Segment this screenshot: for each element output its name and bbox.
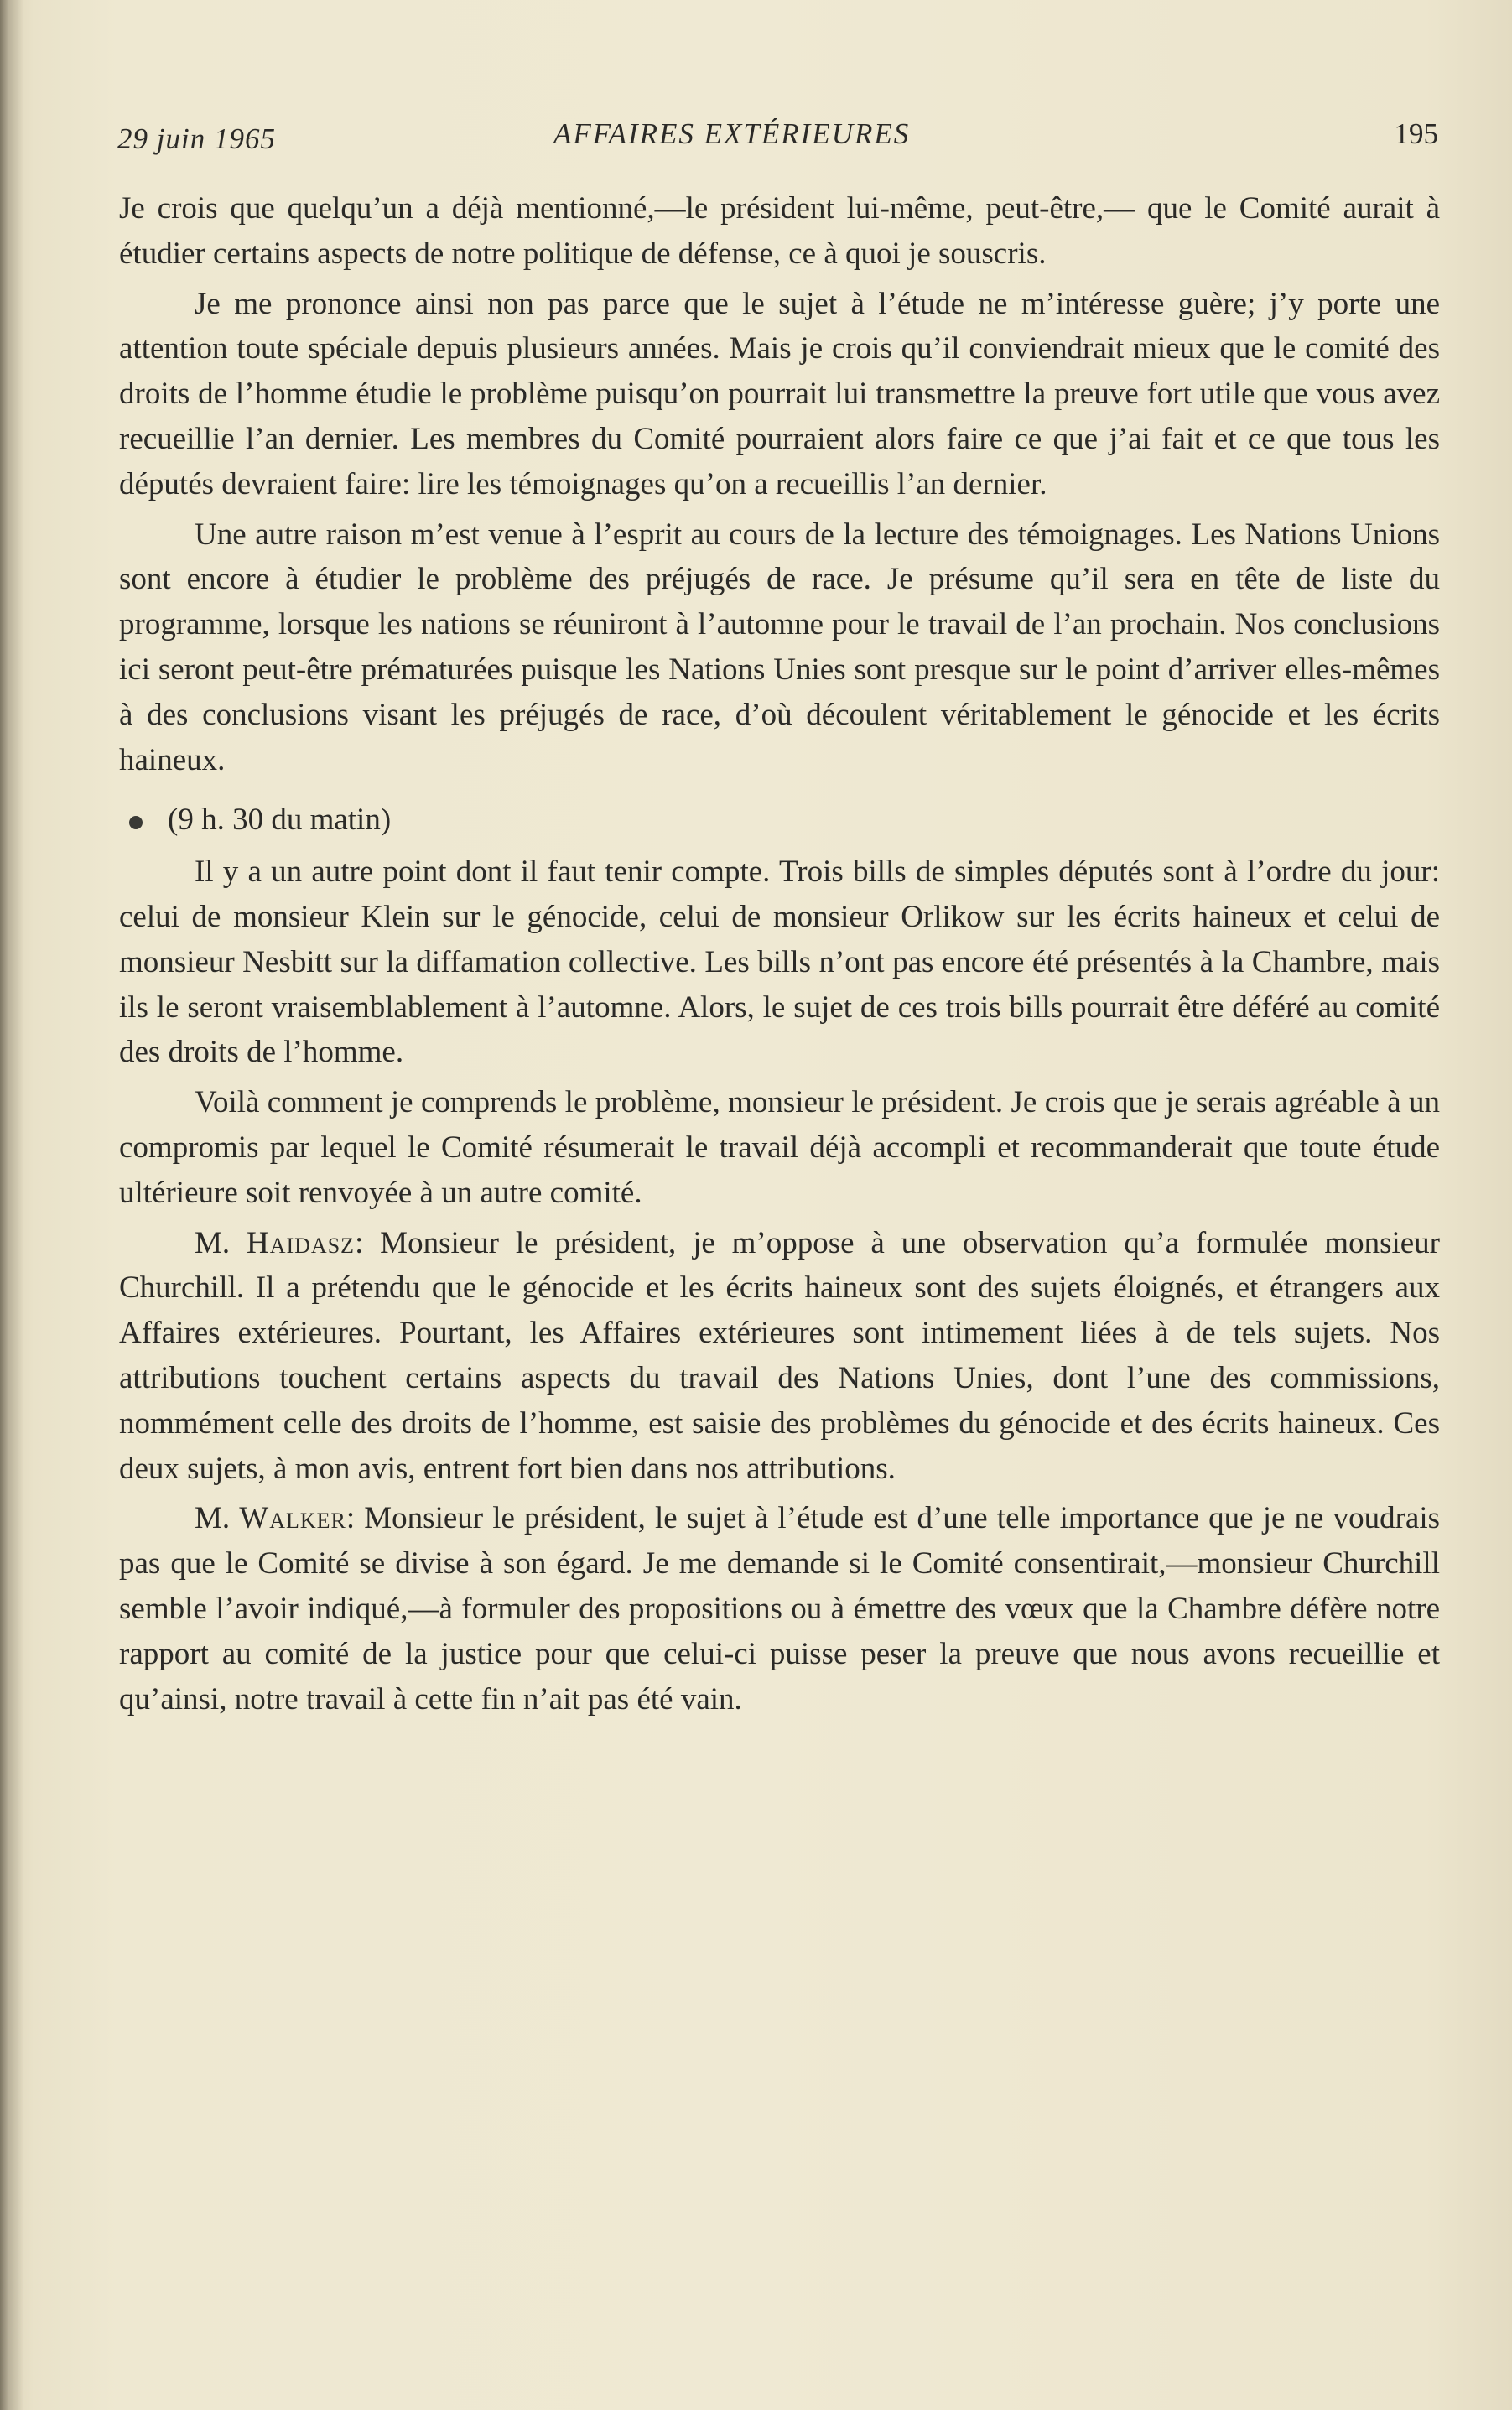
speaker-title: M.: [195, 1501, 231, 1536]
header-date: 29 juin 1965: [117, 122, 276, 155]
speech-text: : Monsieur le président, je m’oppose à une observation qu’a formulée monsieur Churchill. Il a prétendu que le génocide et les écrits haineux sont des sujets éloignés, et étrangers aux Affaires extérieures. Pourtant, les Affaires extérieures sont intimement liées à de tels sujets. Nos attributions touchent certains aspects du travail des Nations Unies, dont l’une des commissions, nommément celle des droits de l’homme, est saisie des problèmes du génocide et des écrits haineux. Ces deux sujets, à mon avis, entrent fort bien dans nos attributions.: [119, 1225, 1441, 1486]
speaker-name: Walker: [239, 1501, 346, 1536]
running-header: [117, 117, 1438, 168]
speaker-title: M.: [195, 1225, 231, 1260]
paragraph: Je me prononce ainsi non pas parce que le sujet à l’étude ne m’intéresse guère; j’y porte une attention toute spéciale depuis plusieurs années. Mais je crois qu’il conviendrait mieux que le comité des droits de l’homme étudie le problème puisqu’on pourrait lui transmettre la preuve fort utile que vous avez recueillie l’an dernier. Les membres du Comité pourraient alors faire ce que j’ai fait et ce que tous les députés devraient faire: lire les témoignages qu’on a recueillis l’an dernier.: [119, 286, 1440, 501]
speech-walker: [119, 1496, 1440, 1722]
bullet-icon: [129, 816, 143, 829]
page-number: 195: [1394, 117, 1438, 150]
speech-text: : Monsieur le président, le sujet à l’étude est d’une telle importance que je ne voudrais pas que le Comité se divise à son égard. Je me demande si le Comité consentirait,—monsieur Churchill semble l’avoir indiqué,—à formuler des propositions ou à émettre des vœux que la Chambre défère notre rapport au comité de la justice pour que celui-ci puisse peser la preuve que nous avons recueillie et qu’ainsi, notre travail à cette fin n’ait pas été vain.: [119, 1501, 1440, 1717]
time-marker-text: (9 h. 30 du matin): [168, 802, 392, 838]
paragraph: Il y a un autre point dont il faut tenir compte. Trois bills de simples députés sont à l’ordre du jour: celui de monsieur Klein sur le génocide, celui de monsieur Orlikow sur les écrits haineux et celui de monsieur Nesbitt sur la diffamation collective. Les bills n’ont pas encore été présentés à la Chambre, mais ils le seront vraisemblablement à l’automne. Alors, le sujet de ces trois bills pourrait être déféré au comité des droits de l’homme.: [119, 854, 1440, 1070]
paragraph: Je crois que quelqu’un a déjà mentionné,—le président lui-même, peut-être,— que le Comité aurait à étudier certains aspects de notre politique de défense, ce à quoi je souscris.: [119, 191, 1440, 271]
header-section-title: AFFAIRES EXTÉRIEURES: [553, 117, 911, 150]
body-text: [119, 186, 1440, 1727]
page-spine-shadow: [0, 0, 23, 2410]
time-marker: [119, 797, 1440, 843]
paragraph: Voilà comment je comprends le problème, monsieur le président. Je crois que je serais agréable à un compromis par lequel le Comité résumerait le travail déjà accompli et recommanderait que toute étude ultérieure soit renvoyée à un autre comité.: [119, 1085, 1440, 1210]
speaker-name: Haidasz: [247, 1225, 356, 1260]
paragraph: Une autre raison m’est venue à l’esprit au cours de la lecture des témoignages. Les Nations Unions sont encore à étudier le problème des préjugés de race. Je présume qu’il sera en tête de liste du programme, lorsque les nations se réuniront à l’automne pour le travail de l’an prochain. Nos conclusions ici seront peut-être prématurées puisque les Nations Unies sont presque sur le point d’arriver elles-mêmes à des conclusions visant les préjugés de race, d’où découlent véritablement le génocide et les écrits haineux.: [119, 517, 1440, 777]
speech-haidasz: [119, 1221, 1440, 1492]
